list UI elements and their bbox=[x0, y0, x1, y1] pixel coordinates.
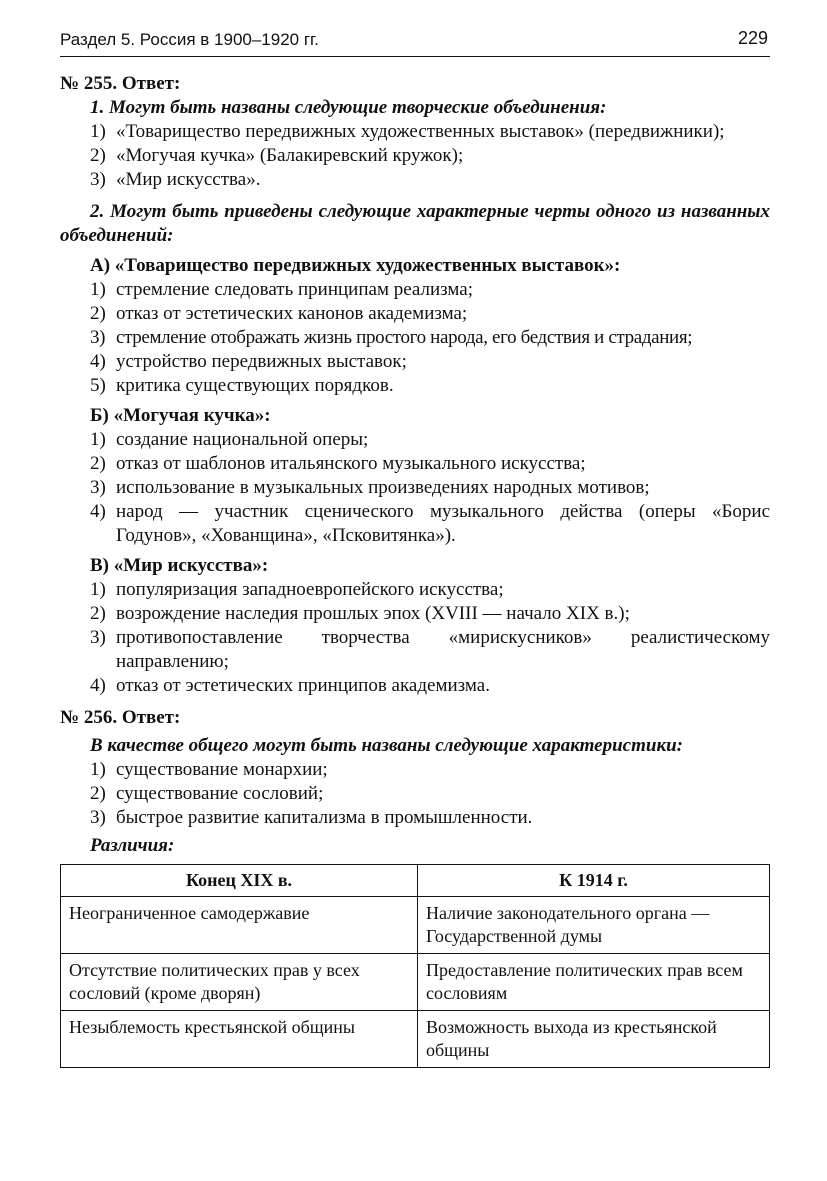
group-a-title: А) «Товарищество передвижных художественных выставок»: bbox=[90, 255, 621, 276]
task-255-heading: № 255. Ответ: bbox=[60, 73, 181, 94]
list-item: 1) популяризация западноевропейского искусства; bbox=[90, 579, 504, 600]
page-body bbox=[60, 72, 770, 1068]
part1-list bbox=[60, 120, 770, 192]
list-item: 3) стремление отображать жизнь простого народа, его бедствия и страдания; bbox=[90, 327, 693, 348]
page-number: 229 bbox=[737, 28, 768, 48]
list-item: 3) использование в музыкальных произведениях народных мотивов; bbox=[90, 477, 650, 498]
group-b-title: Б) «Могучая кучка»: bbox=[90, 405, 271, 426]
table-row bbox=[61, 1011, 770, 1068]
list-item: 2) существование сословий; bbox=[90, 783, 324, 804]
group-a-list bbox=[60, 278, 770, 398]
table-cell: Предоставление политических прав всем сословиям bbox=[418, 954, 770, 1011]
table-row bbox=[61, 954, 770, 1011]
list-item: 1) существование монархии; bbox=[90, 759, 328, 780]
list-item: 4) народ — участник сценического музыкального действа (оперы «Борис Годунов», «Хованщина», «Псковитянка»). bbox=[90, 501, 770, 546]
list-item: 3) противопоставление творчества «мирискусников» реалистическому направлению; bbox=[90, 627, 770, 672]
column-header: Конец XIX в. bbox=[61, 865, 418, 897]
list-item: 1) создание национальной оперы; bbox=[90, 429, 369, 450]
common-list bbox=[60, 758, 770, 830]
column-header: К 1914 г. bbox=[418, 865, 770, 897]
group-c-list bbox=[60, 578, 770, 698]
differences-table bbox=[60, 864, 770, 1068]
list-item: 1) стремление следовать принципам реализма; bbox=[90, 279, 473, 300]
list-item: 2) отказ от эстетических канонов академизма; bbox=[90, 303, 468, 324]
section-title: Раздел 5. Россия в 1900–1920 гг. bbox=[60, 30, 319, 49]
list-item: 4) устройство передвижных выставок; bbox=[90, 351, 407, 372]
table-cell: Отсутствие политических прав у всех сословий (кроме дворян) bbox=[61, 954, 418, 1011]
differences-heading: Различия: bbox=[90, 835, 175, 856]
table-cell: Неограниченное самодержавие bbox=[61, 897, 418, 954]
list-item: 1) «Товарищество передвижных художественных выставок» (передвижники); bbox=[90, 121, 725, 142]
part1-heading: 1. Могут быть названы следующие творческие объединения: bbox=[90, 97, 607, 118]
group-b-list bbox=[60, 428, 770, 548]
part2-heading: 2. Могут быть приведены следующие характерные черты одного из названных объединений: bbox=[60, 201, 770, 246]
list-item: 2) «Могучая кучка» (Балакиревский кружок); bbox=[90, 145, 464, 166]
task-256-heading: № 256. Ответ: bbox=[60, 707, 181, 728]
table-cell: Наличие законодательного органа — Государственной думы bbox=[418, 897, 770, 954]
list-item: 2) отказ от шаблонов итальянского музыкального искусства; bbox=[90, 453, 586, 474]
running-header bbox=[60, 26, 770, 57]
list-item: 4) отказ от эстетических принципов академизма. bbox=[90, 675, 490, 696]
table-cell: Возможность выхода из крестьянской общины bbox=[418, 1011, 770, 1068]
list-item: 3) быстрое развитие капитализма в промышленности. bbox=[90, 807, 533, 828]
table-row bbox=[61, 897, 770, 954]
list-item: 3) «Мир искусства». bbox=[90, 169, 261, 190]
common-heading: В качестве общего могут быть названы следующие характеристики: bbox=[90, 735, 683, 756]
table-header-row bbox=[61, 865, 770, 897]
group-c-title: В) «Мир искусства»: bbox=[90, 555, 269, 576]
table-cell: Незыблемость крестьянской общины bbox=[61, 1011, 418, 1068]
list-item: 5) критика существующих порядков. bbox=[90, 375, 394, 396]
list-item: 2) возрождение наследия прошлых эпох (XVIII — начало XIX в.); bbox=[90, 603, 630, 624]
